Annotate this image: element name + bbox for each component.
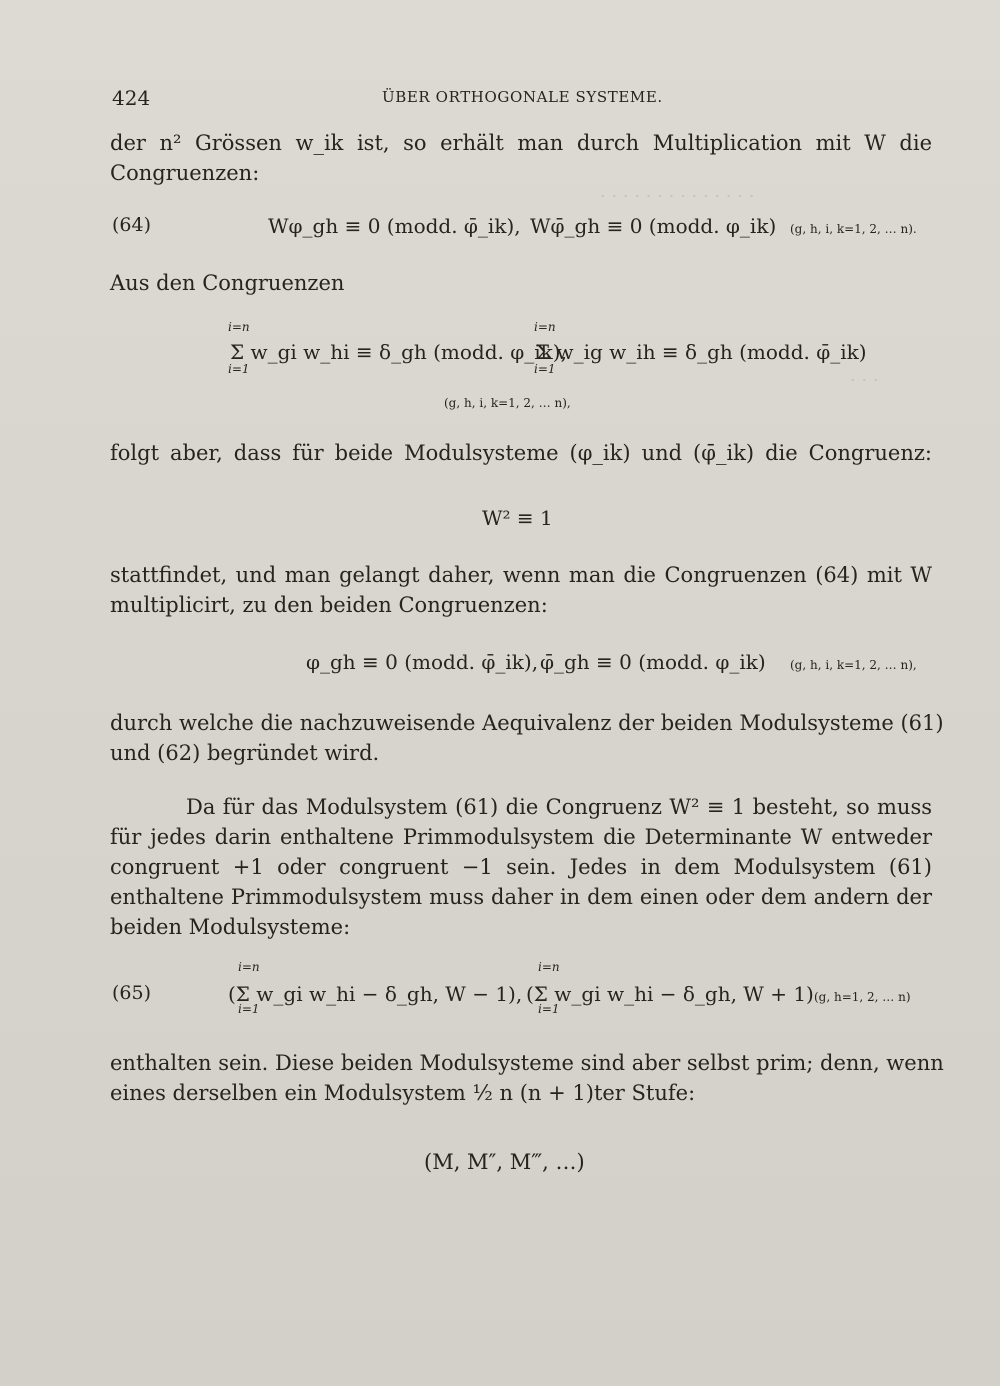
equation-65-range: (g, h=1, 2, … n) (814, 990, 911, 1004)
equation-64-part-b: Wφ̄_gh ≡ 0 (modd. φ_ik) (530, 214, 777, 238)
sum-upper-limit: i=n (538, 960, 560, 974)
equation-64-range: (g, h, i, k=1, 2, … n). (790, 222, 917, 236)
text-line: enthalten sein. Diese beiden Modulsysteme sind aber selbst prim; denn, wenn (110, 1051, 944, 1075)
equation-w-squared: W² ≡ 1 (482, 506, 553, 530)
paragraph-1 (110, 128, 932, 188)
paragraph-6 (110, 792, 932, 942)
paragraph-5 (110, 708, 944, 768)
text-line: beiden Modulsysteme: (110, 915, 351, 939)
text-line: multiplicirt, zu den beiden Congruenzen: (110, 593, 548, 617)
sum-congruence-a: Σ w_gi w_hi ≡ δ_gh (modd. φ_ik), (230, 340, 567, 364)
paragraph-3 (110, 438, 932, 468)
sum-upper-limit: i=n (238, 960, 260, 974)
text-line: Congruenzen: (110, 161, 260, 185)
phi-congruence-range: (g, h, i, k=1, 2, … n), (790, 658, 917, 672)
sum-lower-limit: i=1 (238, 1002, 260, 1016)
sum-lower-limit: i=1 (538, 1002, 560, 1016)
phi-congruence-a: φ_gh ≡ 0 (modd. φ̄_ik), (306, 650, 539, 674)
sum-lower-limit: i=1 (228, 362, 250, 376)
text-line: folgt aber, dass für beide Modulsysteme (φ_ik) und (φ̄_ik) die Congruenz: (110, 441, 932, 465)
running-title: ÜBER ORTHOGONALE SYSTEME. (382, 88, 663, 106)
equation-number: (64) (112, 214, 152, 236)
paragraph-4 (110, 560, 932, 620)
bleed-through-text: · · · (850, 370, 879, 391)
sum-upper-limit: i=n (534, 320, 556, 334)
equation-65-part-a: (Σ w_gi w_hi − δ_gh, W − 1), (228, 982, 523, 1006)
equation-64-part-a: Wφ_gh ≡ 0 (modd. φ̄_ik), (268, 214, 521, 238)
text-line: und (62) begründet wird. (110, 741, 380, 765)
equation-number: (65) (112, 982, 152, 1004)
text-line: Da für das Modulsystem (61) die Congruenz W² ≡ 1 besteht, so muss (186, 795, 932, 819)
bleed-through-text: · · · · · · · · · · · · · · (600, 186, 755, 207)
paragraph-2 (110, 268, 932, 298)
text-line: durch welche die nachzuweisende Aequivalenz der beiden Modulsysteme (61) (110, 711, 944, 735)
text-line: für jedes darin enthaltene Primmodulsystem die Determinante W entweder (110, 825, 932, 849)
text-line: congruent +1 oder congruent −1 sein. Jedes in dem Modulsystem (61) (110, 855, 932, 879)
text-line: eines derselben ein Modulsystem ½ n (n + 1)ter Stufe: (110, 1081, 696, 1105)
sum-congruence-range: (g, h, i, k=1, 2, … n), (444, 396, 571, 410)
page-number: 424 (112, 86, 151, 110)
sum-congruence-b: Σ w_ig w_ih ≡ δ_gh (modd. φ̄_ik) (536, 340, 867, 364)
text-line: der n² Grössen w_ik ist, so erhält man durch Multiplication mit W die (110, 131, 932, 155)
sum-upper-limit: i=n (228, 320, 250, 334)
text-line: stattfindet, und man gelangt daher, wenn man die Congruenzen (64) mit W (110, 563, 932, 587)
text-line: Aus den Congruenzen (110, 271, 345, 295)
phi-congruence-b: φ̄_gh ≡ 0 (modd. φ_ik) (540, 650, 766, 674)
equation-65-part-b: (Σ w_gi w_hi − δ_gh, W + 1) (526, 982, 814, 1006)
sum-lower-limit: i=1 (534, 362, 556, 376)
equation-modulsystem: (M, M″, M‴, …) (424, 1150, 585, 1174)
text-line: enthaltene Primmodulsystem muss daher in dem einen oder dem andern der (110, 885, 932, 909)
paragraph-7 (110, 1048, 944, 1108)
